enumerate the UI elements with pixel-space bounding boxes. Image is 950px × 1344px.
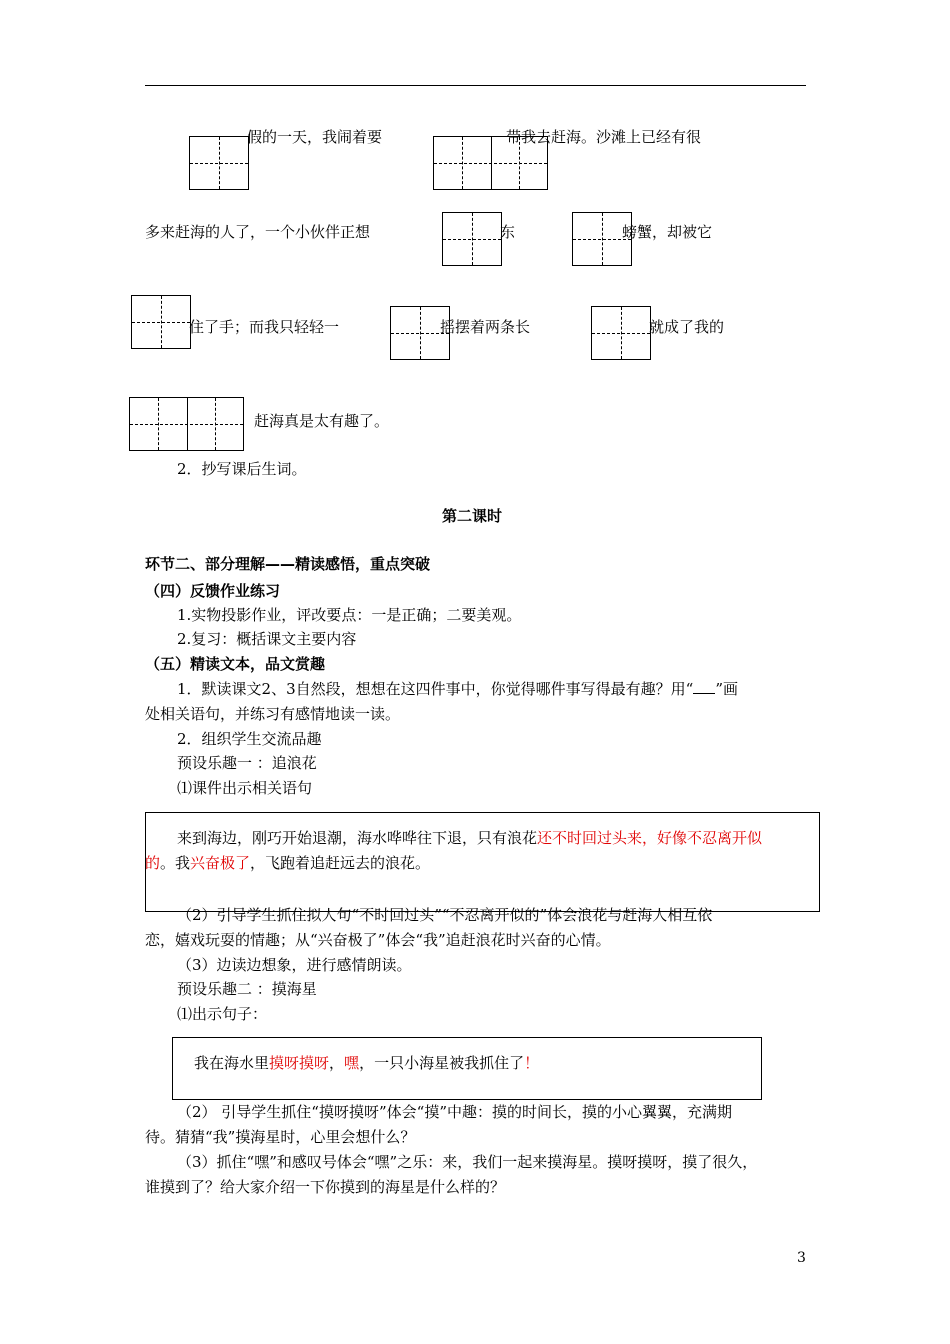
quote-text-plain: 。我 [160, 854, 191, 872]
exercise-text: 假的一天，我闹着要 [247, 128, 383, 146]
exercise-text: 螃蟹，却被它 [622, 223, 713, 241]
quote-text [194, 1053, 539, 1073]
writing-grid-double-box[interactable] [129, 397, 244, 451]
section-title: 第二课时 [442, 507, 503, 525]
quote-text-highlight: 的 [145, 854, 161, 872]
paragraph: （3）抓住“嘿”和感叹号体会“嘿”之乐：来，我们一起来摸海星。摸呀摸呀，摸了很久， [177, 1153, 758, 1171]
quote-text-highlight: 摸呀摸呀 [269, 1054, 330, 1072]
underline-blank [693, 680, 715, 694]
paragraph-text: ”画 [715, 680, 738, 698]
subsection-heading: （五）精读文本，品文赏趣 [145, 655, 326, 673]
exercise-text: 摇摆着两条长 [440, 318, 531, 336]
writing-grid-box[interactable] [131, 295, 191, 349]
exercise-text: 东 [500, 223, 516, 241]
paragraph: 谁摸到了？给大家介绍一下你摸到的海星是什么样的？ [145, 1178, 506, 1196]
task-item: 2．抄写课后生词。 [177, 460, 307, 478]
paragraph: 待。猜猜“我”摸海星时，心里会想什么？ [145, 1128, 416, 1146]
quote-text-highlight: 还不时回过头来，好像不忍离开似 [537, 829, 763, 847]
quote-text-plain: ， [329, 1054, 345, 1072]
paragraph: 预设乐趣二 ：摸海星 [177, 980, 317, 998]
header-rule [145, 85, 806, 86]
exercise-text: 赶海真是太有趣了。 [254, 412, 390, 430]
paragraph: 预设乐趣一 ：追浪花 [177, 754, 317, 772]
paragraph: （2） 引导学生抓住“摸呀摸呀”体会“摸”中趣：摸的时间长，摸的小心翼翼，充满期 [177, 1103, 732, 1121]
writing-grid-box[interactable] [442, 212, 502, 266]
writing-grid-box[interactable] [189, 136, 249, 190]
quote-text [145, 853, 430, 873]
paragraph: 2.复习：概括课文主要内容 [177, 630, 357, 648]
exercise-text: 多来赶海的人了，一个小伙伴正想 [145, 223, 371, 241]
paragraph: （2）引导学生抓住拟人句“不时回过头”“不忍离开似的”体会浪花与赶海人相互依 [177, 906, 713, 924]
paragraph: 恋，嬉戏玩耍的情趣；从“兴奋极了”体会“我”追赶浪花时兴奋的心情。 [145, 931, 611, 949]
paragraph: 1.实物投影作业，评改要点：一是正确；二要美观。 [177, 606, 522, 624]
quote-text [177, 828, 762, 848]
exercise-text: 就成了我的 [649, 318, 725, 336]
quote-text-plain: 来到海边，刚巧开始退潮，海水哗哗往下退，只有浪花 [177, 829, 538, 847]
quote-text-plain: ，一只小海星被我抓住了 [359, 1054, 525, 1072]
section-heading: 环节二、部分理解——精读感悟，重点突破 [145, 555, 431, 573]
quote-text-highlight: 兴奋极了 [190, 854, 251, 872]
paragraph: 2．组织学生交流品趣 [177, 730, 322, 748]
quote-text-highlight: 嘿 [344, 1054, 360, 1072]
subsection-heading: （四）反馈作业练习 [145, 582, 281, 600]
paragraph: ⑴出示句子： [177, 1005, 268, 1023]
quote-text-plain: 我在海水里 [194, 1054, 270, 1072]
writing-grid-box[interactable] [591, 306, 651, 360]
paragraph-text: 1．默读课文2、3自然段，想想在这四件事中，你觉得哪件事写得最有趣？用“ [177, 680, 694, 698]
paragraph: （3）边读边想象，进行感情朗读。 [177, 956, 412, 974]
paragraph [177, 679, 738, 699]
quote-text-highlight: ！ [524, 1054, 540, 1072]
paragraph: ⑴课件出示相关语句 [177, 779, 313, 797]
exercise-text: 住了手；而我只轻轻一 [189, 318, 340, 336]
page-number: 3 [797, 1250, 806, 1266]
quote-text-plain: ，飞跑着追赶远去的浪花。 [250, 854, 431, 872]
exercise-text: 带我去赶海。沙滩上已经有很 [506, 128, 702, 146]
paragraph: 处相关语句，并练习有感情地读一读。 [145, 705, 401, 723]
